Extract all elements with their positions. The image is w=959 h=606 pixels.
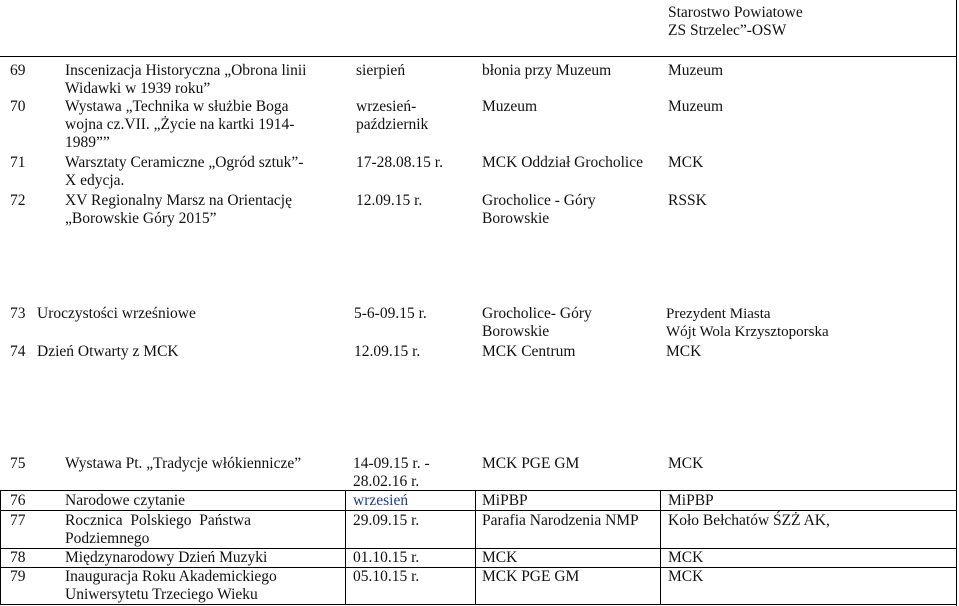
row-name: Wystawa Pt. „Tradycje włókiennicze” (65, 455, 302, 472)
row-organizer: MCK (668, 568, 704, 585)
row-organizer: RSSK (668, 192, 707, 209)
row-organizer: Wójt Wola Krzysztoporska (666, 324, 829, 340)
grid-column-line (0, 490, 1, 605)
grid-column-line (475, 490, 476, 605)
row-number: 71 (10, 154, 26, 171)
row-name: Rocznica Polskiego Państwa (65, 512, 251, 529)
row-name: 1989”” (65, 134, 110, 151)
row-number: 79 (10, 568, 26, 585)
row-name: Narodowe czytanie (65, 492, 186, 509)
row-name: Inauguracja Roku Akademickiego (65, 568, 277, 585)
row-organizer: MCK (668, 455, 704, 472)
row-name: Uniwersytetu Trzeciego Wieku (65, 586, 258, 603)
row-date: 29.09.15 r. (353, 512, 420, 529)
row-place: MCK (482, 549, 518, 566)
row-date: 17-28.08.15 r. (356, 154, 443, 171)
row-date: 05.10.15 r. (353, 568, 420, 585)
row-place: MCK PGE GM (482, 568, 580, 585)
row-place: Borowskie (482, 323, 550, 340)
row-place: Grocholice - Góry (482, 192, 596, 209)
row-date: 28.02.16 r. (353, 473, 420, 490)
row-place: MCK Oddział Grocholice (482, 154, 643, 171)
row-date: sierpień (356, 62, 406, 79)
row-name: X edycja. (65, 172, 125, 189)
row-organizer: MCK (668, 154, 704, 171)
row-date: 14-09.15 r. - (353, 455, 430, 472)
row-organizer: Muzeum (668, 62, 724, 79)
row-place: Parafia Narodzenia NMP (482, 512, 639, 529)
row-organizer: MCK (666, 343, 702, 360)
row-place: Borowskie (482, 210, 550, 227)
row-number: 77 (10, 512, 26, 529)
row-name: Uroczystości wrześniowe (37, 305, 196, 322)
row-place: MCK Centrum (482, 343, 576, 360)
row-place: MCK PGE GM (482, 455, 580, 472)
table-right-border (956, 0, 957, 606)
row-divider (0, 510, 957, 511)
row-date: wrzesień (353, 492, 409, 509)
row-organizer: MCK (668, 549, 704, 566)
row-name: XV Regionalny Marsz na Orientację (65, 192, 292, 209)
row-name: Warsztaty Ceramiczne „Ogród sztuk”- (65, 154, 304, 171)
table-bottom-border (0, 604, 957, 605)
row-number: 69 (10, 62, 26, 79)
row-organizer: Koło Bełchatów ŚZŻ AK, (668, 512, 830, 529)
row-name: Wystawa „Technika w służbie Boga (65, 98, 289, 115)
row-place: MiPBP (482, 492, 528, 509)
row-name: Widawki w 1939 roku” (65, 80, 211, 97)
row-place: Muzeum (482, 98, 538, 115)
row-divider (0, 490, 957, 491)
row-name: Inscenizacja Historyczna „Obrona linii (65, 62, 307, 79)
row-organizer: Muzeum (668, 98, 724, 115)
row-date: 12.09.15 r. (354, 343, 421, 360)
row-organizer: Prezydent Miasta (666, 306, 771, 322)
row-name: Międzynarodowy Dzień Muzyki (65, 549, 268, 566)
row-number: 76 (10, 492, 26, 509)
header-line-1: Starostwo Powiatowe (668, 4, 803, 21)
row-number: 75 (10, 455, 26, 472)
row-name: wojna cz.VII. „Życie na kartki 1914- (65, 116, 295, 133)
row-place: błonia przy Muzeum (482, 62, 612, 79)
grid-column-line (660, 490, 661, 605)
row-name: Dzień Otwarty z MCK (37, 343, 179, 360)
row-organizer: MiPBP (668, 492, 714, 509)
row-name: Podziemnego (65, 530, 150, 547)
row-number: 73 (10, 305, 26, 322)
row-date: wrzesień- (356, 98, 417, 115)
row-name: „Borowskie Góry 2015” (65, 210, 217, 227)
row-number: 74 (10, 343, 26, 360)
row-number: 72 (10, 192, 26, 209)
row-date: październik (356, 116, 429, 133)
row-number: 70 (10, 98, 26, 115)
row-place: Grocholice- Góry (482, 305, 592, 322)
row-date: 12.09.15 r. (356, 192, 423, 209)
grid-column-line (345, 490, 346, 605)
row-date: 5-6-09.15 r. (354, 305, 427, 322)
header-line-2: ZS Strzelec”-OSW (668, 22, 787, 39)
row-number: 78 (10, 549, 26, 566)
table-top-border (0, 56, 957, 57)
row-date: 01.10.15 r. (353, 549, 420, 566)
